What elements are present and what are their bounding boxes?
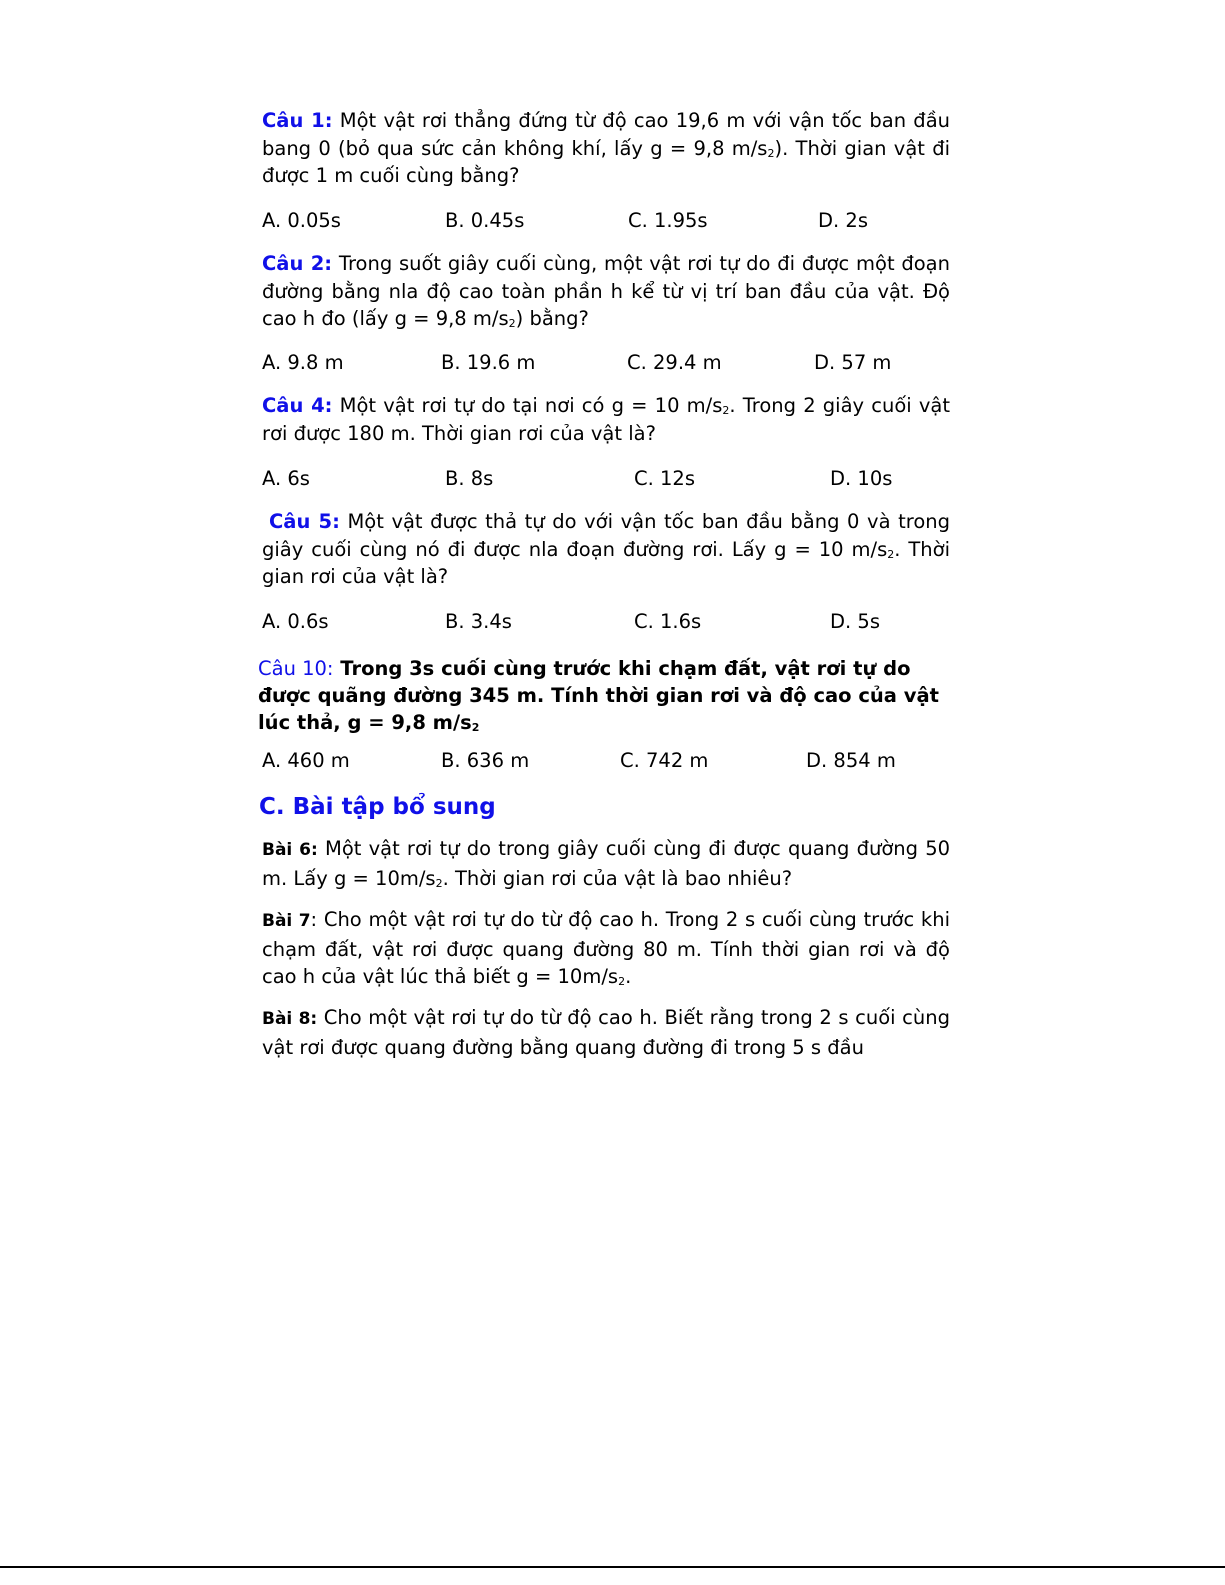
exercise-label: Bài 7 — [262, 911, 311, 931]
exercise-text: : Cho một vật rơi tự do từ độ cao h. Trong 2 s cuối cùng trước khi chạm đất, vật rơi được quang đường 80 m. Tính thời gian rơi và độ cao h của vật lúc thả biết g = 10m/s — [262, 908, 950, 988]
question-label: Câu 10: — [258, 657, 334, 680]
option-c: C. 1.95s — [628, 209, 708, 232]
exercise-8 — [262, 1004, 950, 1061]
exercise-7 — [262, 906, 950, 991]
exercise-text-tail: . — [625, 965, 632, 988]
question-text: Trong suốt giây cuối cùng, một vật rơi tự do đi được một đoạn đường bằng nla độ cao toàn phần h kể từ vị trí ban đầu của vật. Độ cao h đo (lấy g = 9,8 m/s — [262, 252, 950, 330]
question-text: Một vật được thả tự do với vận tốc ban đầu bằng 0 và trong giây cuối cùng nó đi được nla đoạn đường rơi. Lấy g = 10 m/s — [262, 510, 950, 561]
exercise-text: Một vật rơi tự do trong giây cuối cùng đi được quang đường 50 m. Lấy g = 10m/s — [262, 837, 951, 890]
question-10 — [258, 655, 950, 736]
option-c: C. 29.4 m — [627, 351, 722, 374]
exercise-label: Bài 6: — [262, 840, 318, 860]
option-d: D. 5s — [830, 610, 880, 633]
exercise-text-tail: . Thời gian rơi của vật là bao nhiêu? — [442, 866, 793, 890]
option-a: A. 9.8 m — [262, 351, 344, 374]
subscript: 2 — [887, 547, 895, 561]
question-text-tail: . Thời gian rơi của vật là? — [262, 537, 951, 588]
option-a: A. 6s — [262, 467, 310, 490]
option-a: A. 0.6s — [262, 610, 329, 633]
exercise-6 — [262, 835, 950, 892]
question-label: Câu 5: — [269, 510, 340, 533]
question-text: Trong 3s cuối cùng trước khi chạm đất, vật rơi tự do được quãng đường 345 m. Tính thời gian rơi và độ cao của vật lúc thả, g = 9,8 m/s — [258, 657, 939, 734]
subscript: 2 — [508, 317, 516, 330]
option-c: C. 742 m — [620, 749, 709, 772]
option-c: C. 1.6s — [634, 610, 702, 633]
option-b: B. 3.4s — [445, 610, 512, 633]
option-d: D. 10s — [830, 467, 893, 490]
question-label: Câu 1: — [262, 109, 333, 132]
question-text: Một vật rơi thẳng đứng từ độ cao 19,6 m với vận tốc ban đầu bang 0 (bỏ qua sức cản không khí, lấy g = 9,8 m/s — [262, 109, 950, 160]
option-b: B. 636 m — [441, 749, 530, 772]
option-a: A. 0.05s — [262, 209, 341, 232]
subscript: 2 — [722, 404, 730, 417]
option-b: B. 8s — [445, 467, 494, 490]
option-b: B. 19.6 m — [441, 351, 536, 374]
exercise-label: Bài 8: — [262, 1009, 318, 1029]
question-2 — [262, 250, 950, 333]
subscript: 2 — [471, 721, 480, 734]
option-a: A. 460 m — [262, 749, 350, 772]
question-label: Câu 2: — [262, 252, 333, 275]
subscript: 2 — [618, 975, 626, 988]
page-bottom-border — [0, 1566, 1225, 1568]
exercise-text: Cho một vật rơi tự do từ độ cao h. Biết rằng trong 2 s cuối cùng vật rơi được quang đường bằng quang đường đi trong 5 s đầu — [262, 1006, 950, 1059]
option-c: C. 12s — [634, 467, 695, 490]
section-heading: C. Bài tập bổ sung — [259, 794, 496, 820]
option-d: D. 854 m — [806, 749, 896, 772]
subscript: 2 — [435, 876, 443, 890]
option-b: B. 0.45s — [445, 209, 525, 232]
question-text: Một vật rơi tự do tại nơi có g = 10 m/s — [332, 394, 723, 417]
question-text-tail: . Trong 2 giây cuối vật rơi được 180 m. Thời gian rơi của vật là? — [262, 394, 950, 445]
option-d: D. 2s — [818, 209, 868, 232]
question-1 — [262, 107, 950, 190]
question-4 — [262, 392, 950, 447]
question-text-tail: ) bằng? — [515, 307, 589, 330]
subscript: 2 — [767, 146, 775, 160]
question-text-tail: ). Thời gian vật đi được 1 m cuối cùng bằng? — [262, 136, 950, 187]
question-5 — [262, 508, 950, 591]
option-d: D. 57 m — [814, 351, 892, 374]
question-label: Câu 4: — [262, 394, 333, 417]
